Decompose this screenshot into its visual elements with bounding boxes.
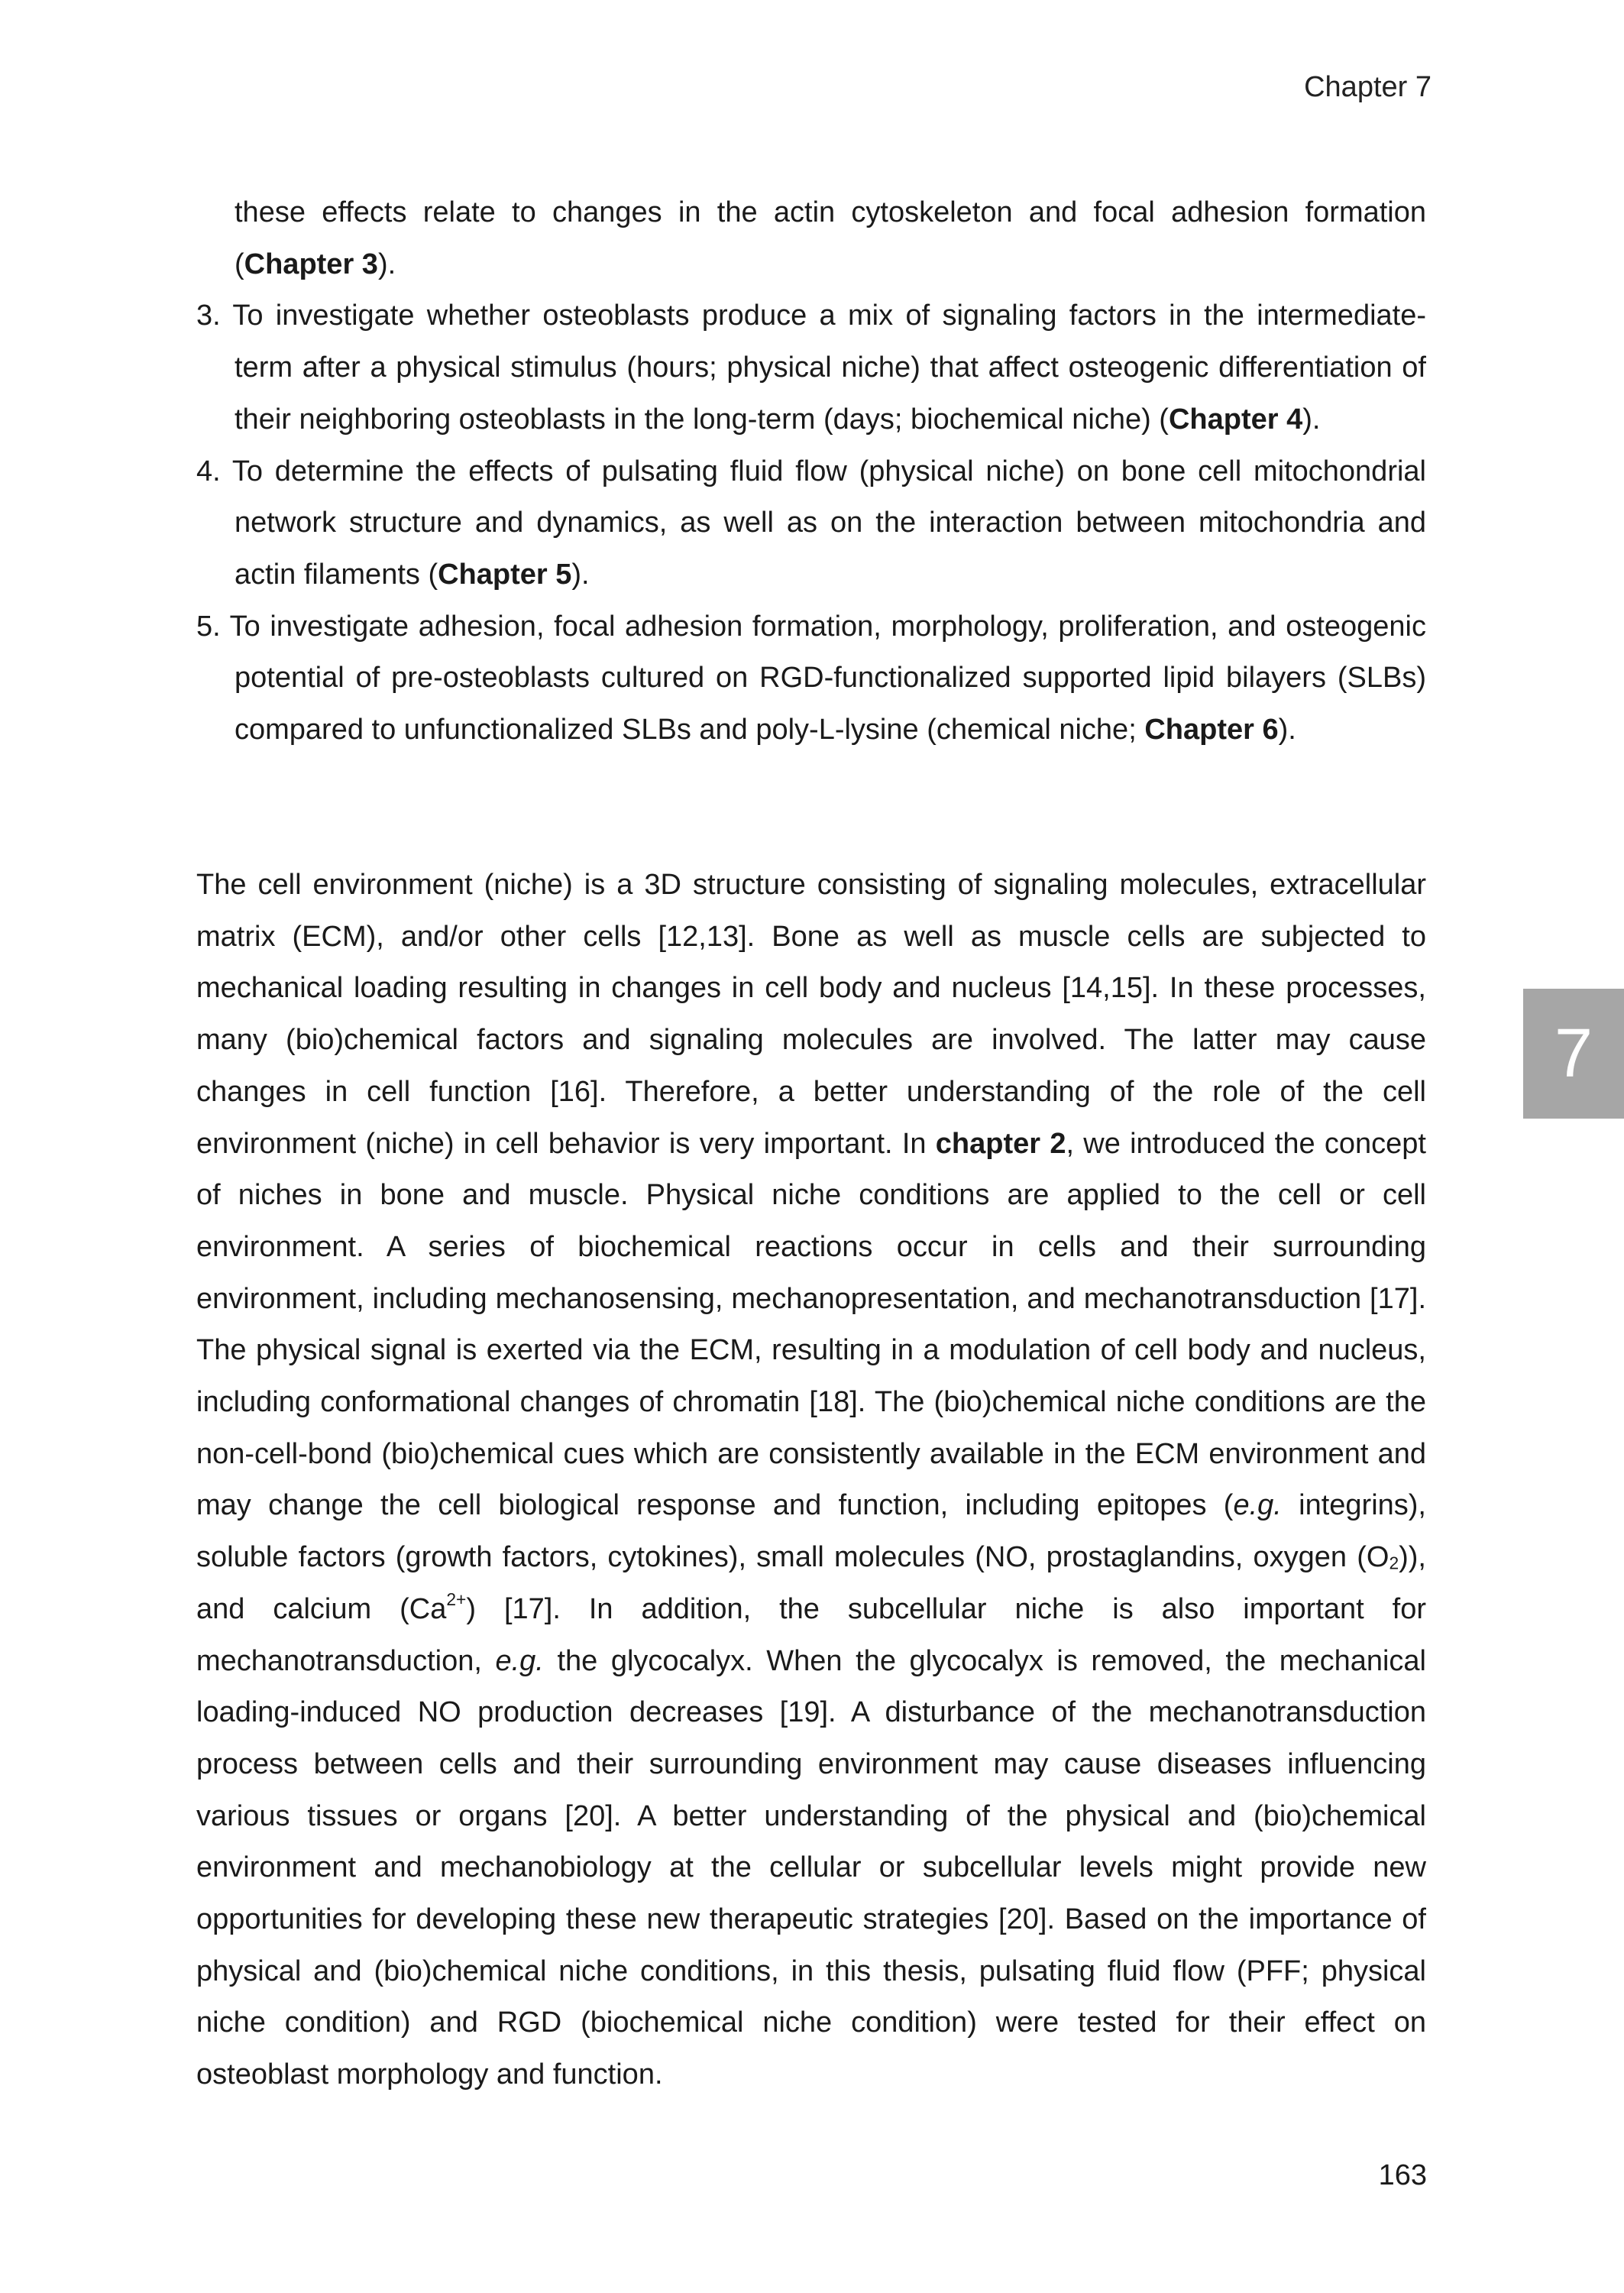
item-end: ). bbox=[1302, 403, 1321, 436]
item-end: ). bbox=[377, 248, 396, 280]
oxygen-subscript: 2 bbox=[1389, 1553, 1399, 1573]
chapter-reference: Chapter 4 bbox=[1168, 403, 1303, 436]
list-item bbox=[196, 446, 1426, 601]
list-item bbox=[196, 290, 1426, 445]
objectives-list bbox=[196, 187, 1426, 756]
text-run: , we introduced the concept of niches in bone and muscle. Physical niche conditions are applied to the cell or cell environment. A series of biochemical reactions occur in cells and their surrounding environment, including mechanosensing, mechanopresentation, and mechanotransduction [17]. The physical signal is exerted via the ECM, resulting in a modulation of cell body and nucleus, including conformational changes of chromatin [18]. The (bio)chemical niche conditions are the non-cell-bond (bio)chemical cues which are consistently available in the ECM environment and may change the cell biological response and function, including epitopes ( bbox=[196, 1127, 1426, 1522]
item-text: 3. To investigate whether osteoblasts produce a mix of signaling factors in the intermediate-term after a physical stimulus (hours; physical niche) that affect osteogenic differentiation of their neighboring osteoblasts in the long-term (days; biochemical niche) ( bbox=[196, 300, 1426, 436]
page-number: 163 bbox=[1378, 2159, 1427, 2191]
text-run: the glycocalyx. When the glycocalyx is removed, the mechanical loading-induced NO production decreases [19]. A disturbance of the mechanotransduction process between cells and their surrounding environment may cause diseases influencing various tissues or organs [20]. A better understanding of the physical and (bio)chemical environment and mechanobiology at the cellular or subcellular levels might provide new opportunities for developing these new therapeutic strategies [20]. Based on the importance of physical and (bio)chemical niche conditions, in this thesis, pulsating fluid flow (PFF; physical niche condition) and RGD (biochemical niche condition) were tested for their effect on osteoblast morphology and function. bbox=[196, 1644, 1427, 2091]
item-end: ). bbox=[571, 558, 590, 591]
text-run: )), and calcium (Ca bbox=[196, 1541, 1426, 1625]
chapter-reference: chapter 2 bbox=[935, 1127, 1066, 1160]
item-text: 5. To investigate adhesion, focal adhesion formation, morphology, proliferation, and osteogenic potential of pre-osteoblasts cultured on RGD-functionalized supported lipid bilayers (SLBs) compared to unfunctionalized SLBs and poly-L-lysine (chemical niche; bbox=[196, 610, 1426, 747]
niche-paragraph bbox=[196, 860, 1426, 2101]
italic-eg: e.g. bbox=[495, 1644, 544, 1677]
item-end: ). bbox=[1278, 714, 1296, 747]
chapter-reference: Chapter 6 bbox=[1144, 714, 1279, 747]
running-header: Chapter 7 bbox=[1304, 71, 1432, 103]
chapter-thumb-tab: 7 bbox=[1523, 989, 1624, 1119]
list-item-continuation bbox=[196, 187, 1426, 290]
paragraph-text bbox=[196, 860, 1426, 2101]
text-run: ) [17]. In addition, the subcellular niche is also important for mechanotransduction, bbox=[196, 1592, 1426, 1677]
item-text: 4. To determine the effects of pulsating fluid flow (physical niche) on bone cell mitochondrial network structure and dynamics, as well as on the interaction between mitochondria and actin filaments ( bbox=[196, 455, 1426, 591]
text-run: The cell environment (niche) is a 3D structure consisting of signaling molecules, extracellular matrix (ECM), and/or other cells [12,13]. Bone as well as muscle cells are subjected to mechanical loading resulting in changes in cell body and nucleus [14,15]. In these processes, many (bio)chemical factors and signaling molecules are involved. The latter may cause changes in cell function [16]. Therefore, a better understanding of the role of the cell environment (niche) in cell behavior is very important. In bbox=[196, 869, 1426, 1160]
chapter-reference: Chapter 3 bbox=[244, 248, 378, 280]
item-text: these effects relate to changes in the actin cytoskeleton and focal adhesion formation ( bbox=[235, 196, 1426, 280]
text-run: integrins), soluble factors (growth factors, cytokines), small molecules (NO, prostaglandins, oxygen (O bbox=[196, 1489, 1426, 1574]
chapter-reference: Chapter 5 bbox=[438, 558, 572, 591]
calcium-superscript: 2+ bbox=[446, 1589, 467, 1609]
list-item bbox=[196, 601, 1426, 756]
italic-eg: e.g. bbox=[1233, 1489, 1282, 1522]
